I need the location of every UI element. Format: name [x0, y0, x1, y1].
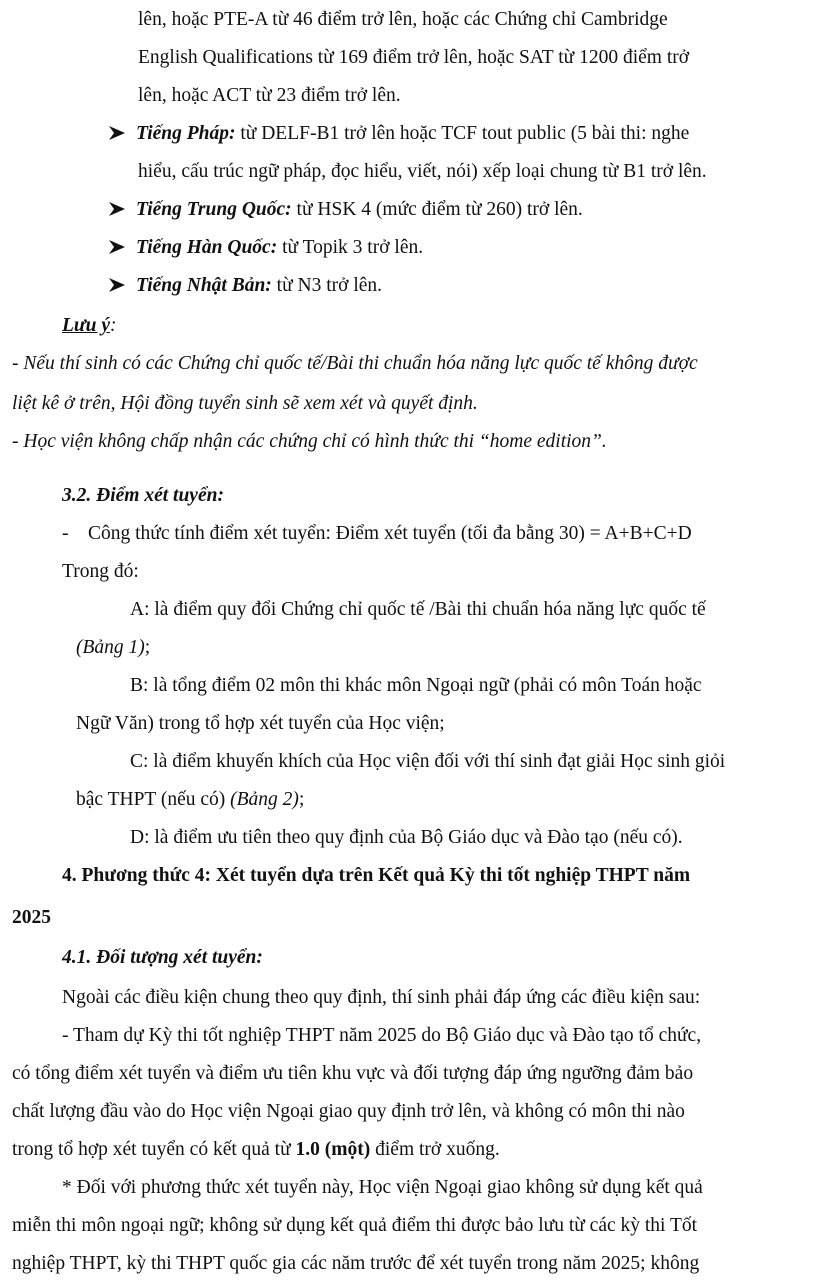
section-heading-4-1: 4.1. Đối tượng xét tuyển:	[62, 947, 263, 968]
text-segment: bậc THPT (nếu có)	[76, 789, 231, 810]
paragraph-line: Trong đó:	[62, 561, 139, 582]
paragraph-line: - Tham dự Kỳ thi tốt nghiệp THPT năm 2025 do Bộ Giáo dục và Đào tạo tổ chức,	[62, 1025, 702, 1046]
section-heading-3-2: 3.2. Điểm xét tuyển:	[62, 485, 224, 506]
paragraph-line: Ngoài các điều kiện chung theo quy định, thí sinh phải đáp ứng các điều kiện sau:	[62, 987, 701, 1008]
bullet-item-korean	[108, 235, 423, 261]
note-colon: :	[109, 315, 117, 336]
note-line: liệt kê ở trên, Hội đồng tuyển sinh sẽ xem xét và quyết định.	[12, 393, 478, 414]
paragraph-line: miễn thi môn ngoại ngữ; không sử dụng kết quả điểm thi được bảo lưu từ các kỳ thi Tốt	[12, 1215, 698, 1236]
bullet-label: Tiếng Trung Quốc:	[136, 199, 292, 220]
paragraph-line: D: là điểm ưu tiên theo quy định của Bộ Giáo dục và Đào tạo (nếu có).	[130, 827, 683, 848]
paragraph-line: có tổng điểm xét tuyển và điểm ưu tiên khu vực và đối tượng đáp ứng ngưỡng đảm bảo	[12, 1063, 694, 1084]
paragraph-line	[76, 635, 150, 661]
note-title: Lưu ý	[62, 315, 110, 336]
bullet-label: Tiếng Hàn Quốc:	[136, 237, 278, 258]
text-segment: điểm trở xuống.	[370, 1139, 500, 1160]
section-heading-4: 4. Phương thức 4: Xét tuyển dựa trên Kết quả Kỳ thi tốt nghiệp THPT năm	[62, 865, 691, 886]
bullet-text: từ HSK 4 (mức điểm từ 260) trở lên.	[291, 199, 583, 220]
bullet-text: từ Topik 3 trở lên.	[277, 237, 424, 258]
paragraph-line: lên, hoặc ACT từ 23 điểm trở lên.	[138, 85, 401, 106]
bullet-text: từ DELF-B1 trở lên hoặc TCF tout public (5 bài thi: nghe	[235, 123, 690, 144]
punctuation: ;	[298, 789, 305, 810]
paragraph-line: English Qualifications từ 169 điểm trở lên, hoặc SAT từ 1200 điểm trở	[138, 47, 690, 68]
bullet-label: Tiếng Pháp:	[136, 123, 236, 144]
table-ref: (Bảng 2)	[230, 789, 299, 810]
paragraph-line	[76, 787, 304, 813]
note-heading	[62, 313, 116, 339]
paragraph-line: C: là điểm khuyến khích của Học viện đối với thí sinh đạt giải Học sinh giỏi	[130, 751, 726, 772]
arrow-bullet-icon	[108, 121, 136, 147]
note-line: - Nếu thí sinh có các Chứng chỉ quốc tế/Bài thi chuẩn hóa năng lực quốc tế không được	[12, 353, 698, 374]
bold-value: 1.0 (một)	[295, 1139, 371, 1160]
note-line: - Học viện không chấp nhận các chứng chỉ có hình thức thi “home edition”.	[12, 431, 607, 452]
arrow-bullet-icon	[108, 273, 136, 299]
paragraph-line	[12, 1137, 500, 1163]
paragraph-line: A: là điểm quy đổi Chứng chỉ quốc tế /Bài thi chuẩn hóa năng lực quốc tế	[130, 599, 706, 620]
bullet-text: từ N3 trở lên.	[271, 275, 383, 296]
paragraph-line: nghiệp THPT, kỳ thi THPT quốc gia các năm trước để xét tuyển trong năm 2025; không	[12, 1253, 700, 1274]
paragraph-line: * Đối với phương thức xét tuyển này, Học viện Ngoại giao không sử dụng kết quả	[62, 1177, 703, 1198]
bullet-item-japanese	[108, 273, 382, 299]
table-ref: (Bảng 1)	[76, 637, 145, 658]
arrow-bullet-icon	[108, 197, 136, 223]
bullet-label: Tiếng Nhật Bản:	[136, 275, 272, 296]
paragraph-line: Ngữ Văn) trong tổ hợp xét tuyển của Học viện;	[76, 713, 445, 734]
paragraph-line: lên, hoặc PTE-A từ 46 điểm trở lên, hoặc các Chứng chỉ Cambridge	[138, 9, 668, 30]
formula-line: - Công thức tính điểm xét tuyển: Điểm xét tuyển (tối đa bằng 30) = A+B+C+D	[62, 523, 692, 544]
bullet-item-french	[108, 121, 689, 147]
paragraph-line: B: là tổng điểm 02 môn thi khác môn Ngoại ngữ (phải có môn Toán hoặc	[130, 675, 702, 696]
paragraph-line: hiểu, cấu trúc ngữ pháp, đọc hiểu, viết, nói) xếp loại chung từ B1 trở lên.	[138, 161, 707, 182]
text-segment: trong tổ hợp xét tuyển có kết quả từ	[12, 1139, 296, 1160]
paragraph-line: chất lượng đầu vào do Học viện Ngoại giao quy định trở lên, và không có môn thi nào	[12, 1101, 685, 1122]
section-heading-4-year: 2025	[12, 907, 51, 928]
bullet-item-chinese	[108, 197, 583, 223]
punctuation: ;	[144, 637, 151, 658]
arrow-bullet-icon	[108, 235, 136, 261]
